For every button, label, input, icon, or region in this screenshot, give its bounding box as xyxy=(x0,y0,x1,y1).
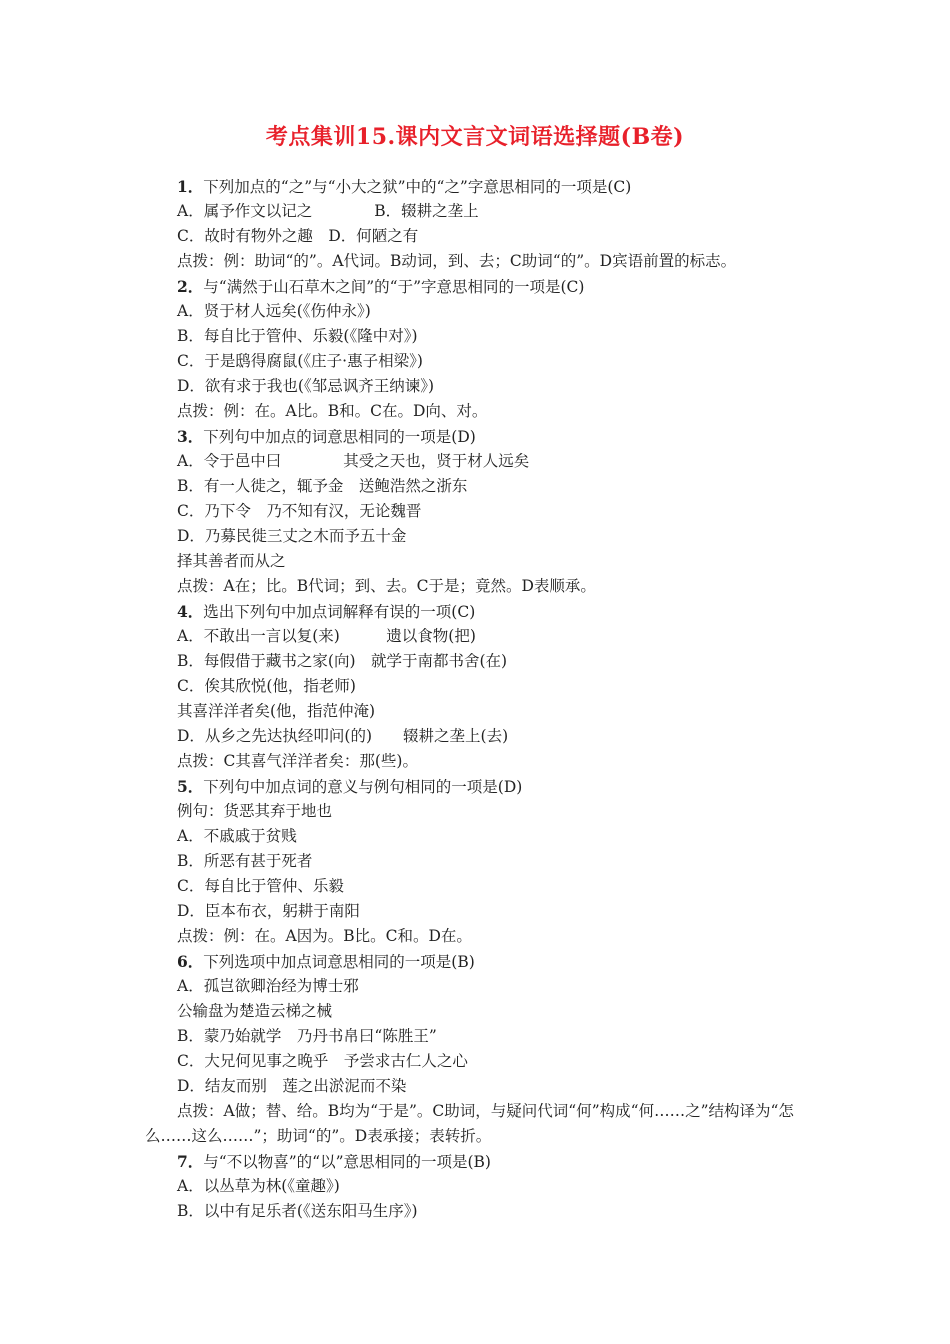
explanation-line: 点拨：A做；替、给。B均为“于是”。C助词，与疑问代词“何”构成“何……之”结构译为“怎么……这么……”；助词“的”。D表承接；表转折。 xyxy=(145,1102,794,1145)
option-line: B．每假借于藏书之家(向) 就学于南都书舍(在) xyxy=(177,652,508,670)
explanation-line: 点拨：例：在。A因为。B比。C和。D在。 xyxy=(177,927,472,945)
question-number: 5． xyxy=(177,777,204,796)
option-line: B．蒙乃始就学 乃丹书帛曰“陈胜王” xyxy=(177,1027,437,1045)
option-line: C．俟其欣悦(他，指老师) xyxy=(177,677,356,695)
option-line: A．不敢出一言以复(来) 遗以食物(把) xyxy=(177,627,476,645)
option-line: B．以中有足乐者(《送东阳马生序》) xyxy=(177,1202,418,1220)
option-line: C．乃下令 乃不知有汉，无论魏晋 xyxy=(177,502,422,520)
question-text: 下列句中加点的词意思相同的一项是(D) xyxy=(203,428,476,446)
question-number: 2． xyxy=(177,277,204,296)
option-line: 其喜洋洋者矣(他，指范仲淹) xyxy=(177,702,376,720)
option-line: B．每自比于管仲、乐毅(《隆中对》) xyxy=(177,327,418,345)
question-text: 下列句中加点词的意义与例句相同的一项是(D) xyxy=(203,778,523,796)
option-line: D．从乡之先达执经叩问(的) 辍耕之垄上(去) xyxy=(177,727,509,745)
option-line: D．结友而别 莲之出淤泥而不染 xyxy=(177,1077,407,1095)
option-line: 例句：货恶其弃于地也 xyxy=(177,802,333,820)
option-line: A．孤岂欲卿治经为博士邪 xyxy=(177,977,359,995)
explanation-line: 点拨：A在；比。B代词；到、去。C于是；竟然。D表顺承。 xyxy=(177,577,596,595)
question-number: 6． xyxy=(177,952,204,971)
question-text: 下列选项中加点词意思相同的一项是(B) xyxy=(203,953,475,971)
option-line: 择其善者而从之 xyxy=(177,552,286,570)
question-number: 1． xyxy=(177,177,204,196)
option-line: C．故时有物外之趣 D．何陋之有 xyxy=(177,227,419,245)
document-body xyxy=(145,174,817,1224)
option-line: A．属予作文以记之 B．辍耕之垄上 xyxy=(177,202,479,220)
option-line: B．有一人徙之，辄予金 送鲍浩然之浙东 xyxy=(177,477,468,495)
question-text: 与“满然于山石草木之间”的“于”字意思相同的一项是(C) xyxy=(203,278,585,296)
option-line: A．贤于材人远矣(《伤仲永》) xyxy=(177,302,371,320)
option-line: D．欲有求于我也(《邹忌讽齐王纳谏》) xyxy=(177,377,435,395)
option-line: B．所恶有甚于死者 xyxy=(177,852,313,870)
option-line: 公输盘为楚造云梯之械 xyxy=(177,1002,333,1020)
question-line xyxy=(177,174,817,199)
option-line: D．乃募民徙三丈之木而予五十金 xyxy=(177,527,407,545)
option-line: C．于是鸱得腐鼠(《庄子·惠子相梁》) xyxy=(177,352,423,370)
question-number: 7． xyxy=(177,1152,204,1171)
question-line xyxy=(177,599,817,624)
question-line xyxy=(177,1149,817,1174)
question-line xyxy=(177,274,817,299)
question-number: 3． xyxy=(177,427,204,446)
option-line: C．大兄何见事之晚乎 予尝求古仁人之心 xyxy=(177,1052,468,1070)
question-text: 下列加点的“之”与“小大之狱”中的“之”字意思相同的一项是(C) xyxy=(203,178,632,196)
question-line xyxy=(177,424,817,449)
question-line xyxy=(177,949,817,974)
page-title: 考点集训15.课内文言文词语选择题(B卷) xyxy=(265,124,685,150)
option-line: A．以丛草为林(《童趣》) xyxy=(177,1177,340,1195)
option-line: C．每自比于管仲、乐毅 xyxy=(177,877,344,895)
option-line: A．令于邑中曰 其受之天也，贤于材人远矣 xyxy=(177,452,530,470)
question-text: 与“不以物喜”的“以”意思相同的一项是(B) xyxy=(203,1153,491,1171)
option-line: D．臣本布衣，躬耕于南阳 xyxy=(177,902,360,920)
explanation-line: 点拨：例：助词“的”。A代词。B动词，到、去；C助词“的”。D宾语前置的标志。 xyxy=(177,252,737,270)
question-text: 选出下列句中加点词解释有误的一项(C) xyxy=(203,603,476,621)
question-number: 4． xyxy=(177,602,204,621)
question-line xyxy=(177,774,817,799)
option-line: A．不戚戚于贫贱 xyxy=(177,827,297,845)
explanation-line: 点拨：C其喜气洋洋者矣：那(些)。 xyxy=(177,752,418,770)
explanation-line: 点拨：例：在。A比。B和。C在。D向、对。 xyxy=(177,402,488,420)
